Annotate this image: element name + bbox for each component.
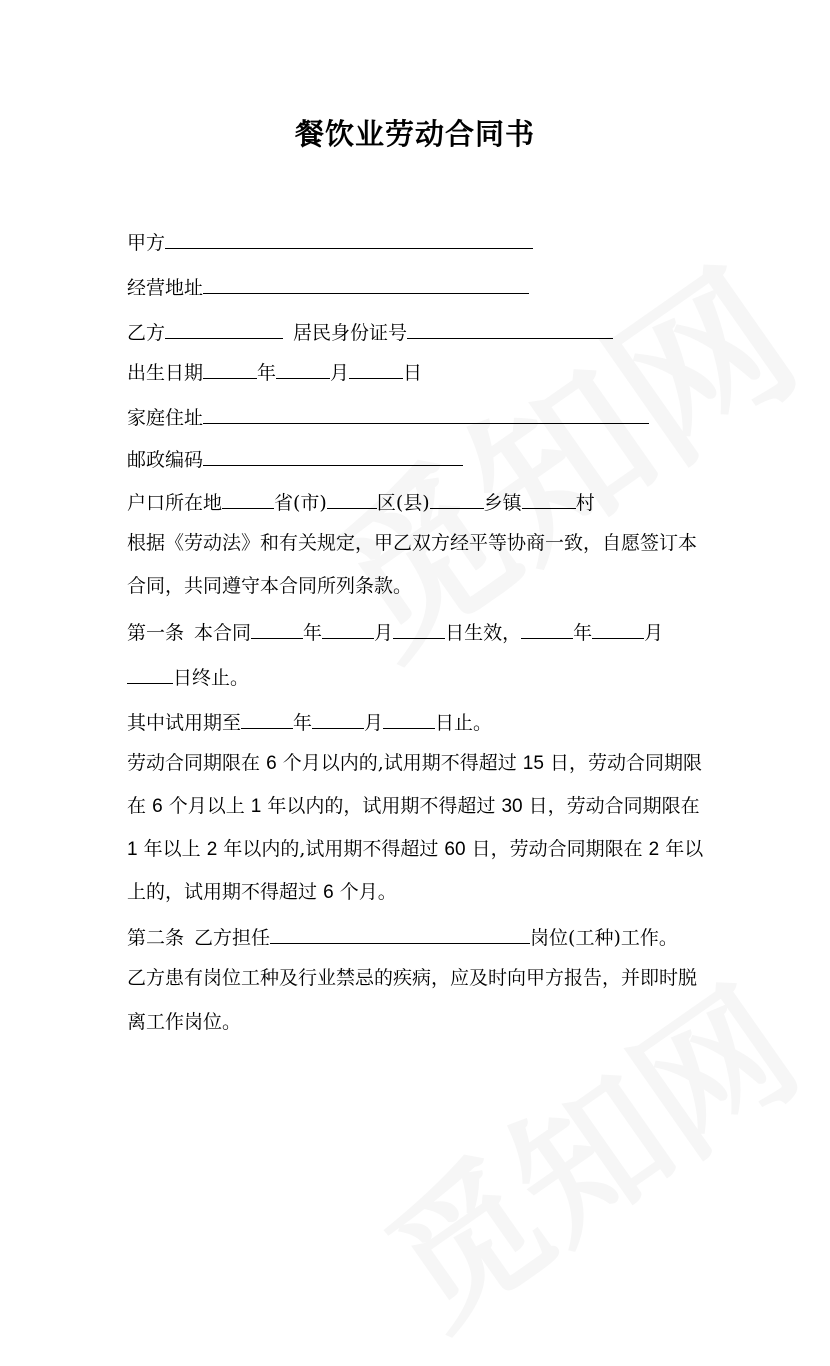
rule-text: 日，劳动合同期限在	[471, 838, 643, 860]
end-year-label: 年	[573, 622, 593, 644]
probation-rule-line-3	[127, 836, 703, 863]
rule-number: 1	[250, 796, 262, 817]
probation-prefix: 其中试用期至	[127, 712, 242, 734]
article1-end: 日终止。	[173, 667, 250, 689]
article2-disease-line-1: 乙方患有岗位工种及行业禁忌的疾病，应及时向甲方报告，并即时脱	[127, 967, 698, 989]
probation-month-blank[interactable]	[312, 708, 364, 729]
district-label: 区(县)	[376, 492, 430, 514]
rule-text: 年以	[665, 838, 704, 860]
probation-row	[127, 708, 492, 736]
start-month-blank[interactable]	[322, 618, 374, 639]
article1-effective: 日生效，	[445, 622, 522, 644]
rule-text: 年以内的，试用期不得超过	[267, 795, 496, 817]
town-label: 乡镇	[483, 492, 522, 514]
probation-rule-line-4	[127, 879, 397, 906]
probation-day-blank[interactable]	[383, 708, 435, 729]
month-label: 月	[330, 362, 350, 384]
rule-text: 在	[127, 795, 147, 817]
probation-year-blank[interactable]	[241, 708, 293, 729]
rule-number: 2	[206, 839, 218, 860]
rule-text: 个月以上	[168, 795, 245, 817]
home-address-row	[127, 403, 649, 431]
article2-row	[127, 923, 678, 951]
province-blank[interactable]	[222, 488, 274, 509]
rule-number: 2	[648, 839, 660, 860]
probation-rule-line-2	[127, 793, 700, 820]
rule-text: 日，劳动合同期限在	[528, 795, 700, 817]
birth-month-blank[interactable]	[276, 358, 330, 379]
rule-number: 6	[323, 882, 334, 903]
end-month-blank[interactable]	[592, 618, 644, 639]
probation-month-label: 月	[364, 712, 384, 734]
postal-code-blank[interactable]	[203, 445, 463, 466]
page-title: 餐饮业劳动合同书	[294, 117, 535, 151]
birth-day-blank[interactable]	[349, 358, 403, 379]
party-a-row	[127, 228, 533, 256]
start-year-label: 年	[303, 622, 323, 644]
start-day-blank[interactable]	[393, 618, 445, 639]
party-a-label: 甲方	[127, 232, 166, 254]
birth-date-label: 出生日期	[127, 362, 204, 384]
start-month-label: 月	[374, 622, 394, 644]
start-year-blank[interactable]	[251, 618, 303, 639]
birth-date-row	[127, 358, 422, 386]
end-day-blank[interactable]	[127, 663, 173, 684]
town-blank[interactable]	[430, 488, 484, 509]
year-label: 年	[257, 362, 277, 384]
rule-number: 30	[501, 796, 523, 817]
home-address-label: 家庭住址	[127, 407, 204, 429]
article2-disease-line-2: 离工作岗位。	[127, 1011, 242, 1033]
rule-text: 年以内的,试用期不得超过	[223, 838, 439, 860]
business-address-row	[127, 273, 529, 301]
district-blank[interactable]	[327, 488, 377, 509]
rule-text: 个月以内的,试用期不得超过	[282, 752, 517, 774]
province-label: 省(市)	[274, 492, 327, 514]
rule-text: 年以上	[143, 838, 201, 860]
rule-number: 6	[152, 796, 163, 817]
rule-text: 劳动合同期限在	[127, 752, 261, 774]
article1-end-row	[127, 663, 249, 691]
rule-text: 上的，试用期不得超过	[127, 881, 318, 903]
rule-text: 个月。	[339, 881, 397, 903]
rule-number: 6	[266, 753, 277, 774]
id-number-label: 居民身份证号	[293, 322, 408, 344]
party-b-row	[127, 318, 613, 346]
postal-code-row	[127, 445, 463, 473]
rule-text: 日，劳动合同期限	[549, 752, 702, 774]
position-blank[interactable]	[270, 923, 530, 944]
business-address-blank[interactable]	[203, 273, 529, 294]
end-year-blank[interactable]	[521, 618, 573, 639]
article1-label: 第一条	[127, 622, 185, 644]
probation-year-label: 年	[293, 712, 313, 734]
article2-position: 岗位(工种)工作。	[530, 927, 678, 949]
article2-assume: 乙方担任	[194, 927, 271, 949]
household-row	[127, 488, 595, 516]
party-b-blank[interactable]	[165, 318, 283, 339]
day-label: 日	[403, 362, 423, 384]
probation-end: 日止。	[435, 712, 493, 734]
rule-number: 1	[127, 839, 138, 860]
home-address-blank[interactable]	[203, 403, 649, 424]
article2-label: 第二条	[127, 927, 185, 949]
postal-code-label: 邮政编码	[127, 449, 204, 471]
birth-year-blank[interactable]	[203, 358, 257, 379]
end-month-label: 月	[644, 622, 664, 644]
village-blank[interactable]	[522, 488, 576, 509]
party-b-label: 乙方	[127, 322, 166, 344]
household-label: 户口所在地	[127, 492, 223, 514]
article1-contract: 本合同	[194, 622, 252, 644]
probation-rule-line-1	[127, 750, 702, 777]
article1-row	[127, 618, 663, 646]
id-number-blank[interactable]	[407, 318, 613, 339]
party-a-blank[interactable]	[165, 228, 533, 249]
village-label: 村	[575, 492, 595, 514]
preamble-line-1: 根据《劳动法》和有关规定，甲乙双方经平等协商一致，自愿签订本	[127, 532, 698, 554]
rule-number: 15	[522, 753, 544, 774]
preamble-line-2: 合同，共同遵守本合同所列条款。	[127, 575, 413, 597]
watermark-text-lower	[339, 930, 830, 1365]
business-address-label: 经营地址	[127, 277, 204, 299]
rule-number: 60	[444, 839, 466, 860]
